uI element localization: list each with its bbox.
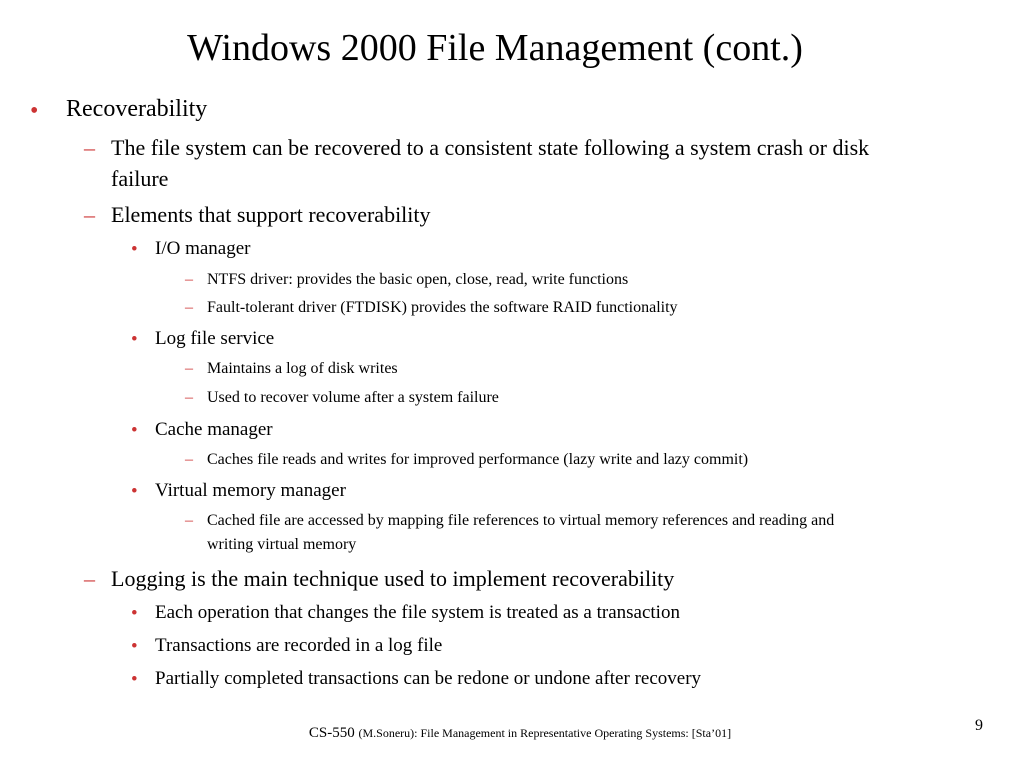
dash-icon: – <box>84 202 95 227</box>
bullet-icon: • <box>131 669 138 690</box>
dash-icon: – <box>185 512 193 529</box>
text-ftdisk-driver: Fault-tolerant driver (FTDISK) provides the software RAID functionality <box>207 299 678 316</box>
text-logging: Logging is the main technique used to implement recoverability <box>111 566 675 591</box>
bullet-partially-completed: Partially completed transactions can be redone or undone after recovery <box>155 668 702 689</box>
dash-icon: – <box>185 299 193 316</box>
text-ntfs-driver: NTFS driver: provides the basic open, close, read, write functions <box>207 271 629 288</box>
bullet-icon: • <box>131 239 138 260</box>
bullet-icon: • <box>30 98 39 124</box>
text-recovered-line-2: failure <box>111 166 169 191</box>
bullet-transactions-recorded: Transactions are recorded in a log file <box>155 635 443 656</box>
bullet-log-file-service: Log file service <box>155 328 275 349</box>
text-cached-line-2: writing virtual memory <box>207 536 357 553</box>
text-recovered-line-1: The file system can be recovered to a consistent state following a system crash or disk <box>111 135 870 160</box>
text-elements: Elements that support recoverability <box>111 202 431 227</box>
bullet-cache-manager: Cache manager <box>155 419 273 440</box>
slide-footer <box>0 723 1024 743</box>
dash-icon: – <box>185 360 193 377</box>
bullet-io-manager: I/O manager <box>155 238 251 259</box>
text-cached-line-1: Cached file are accessed by mapping file references to virtual memory references and reading and <box>207 512 835 529</box>
text-recover-volume: Used to recover volume after a system failure <box>207 389 499 406</box>
bullet-icon: • <box>131 636 138 657</box>
bullet-icon: • <box>131 603 138 624</box>
slide-title: Windows 2000 File Management (cont.) <box>187 27 803 69</box>
bullet-icon: • <box>131 420 138 441</box>
bullet-icon: • <box>131 329 138 350</box>
dash-icon: – <box>84 135 95 160</box>
text-maintains-log: Maintains a log of disk writes <box>207 360 398 377</box>
bullet-recoverability: Recoverability <box>66 96 208 122</box>
dash-icon: – <box>185 271 193 288</box>
footer-detail: (M.Soneru): File Management in Representative Operating Systems: [Sta’01] <box>358 726 732 740</box>
dash-icon: – <box>185 451 193 468</box>
text-caches-reads: Caches file reads and writes for improved performance (lazy write and lazy commit) <box>207 451 749 468</box>
page-number: 9 <box>975 717 983 734</box>
bullet-vm-manager: Virtual memory manager <box>155 480 346 501</box>
dash-icon: – <box>84 566 95 591</box>
dash-icon: – <box>185 389 193 406</box>
bullet-icon: • <box>131 481 138 502</box>
bullet-each-operation: Each operation that changes the file system is treated as a transaction <box>155 602 680 623</box>
footer-course: CS-550 <box>308 725 355 741</box>
